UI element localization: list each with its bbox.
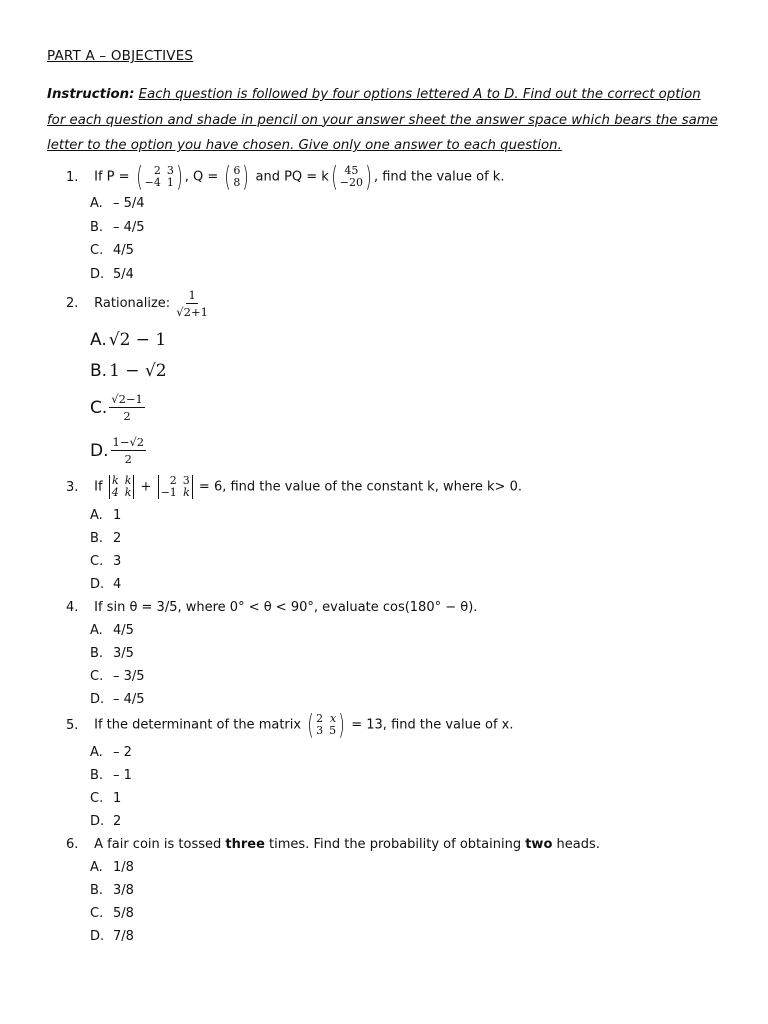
option-text: 2 — [113, 814, 122, 829]
option-letter: A. — [90, 860, 103, 875]
question-text: heads. — [556, 837, 600, 852]
option-text: 5/4 — [113, 267, 134, 282]
determinant-2 — [156, 475, 195, 499]
option-text: 4/5 — [113, 243, 134, 258]
option-letter: B. — [90, 531, 104, 546]
question-4 — [66, 600, 477, 615]
option-c — [90, 791, 121, 806]
option-text: 3/5 — [113, 646, 134, 661]
option-letter: A. — [90, 196, 103, 211]
option-text: 4/5 — [113, 623, 134, 638]
question-6 — [66, 837, 600, 852]
matrix-cell: 3 — [182, 474, 190, 487]
option-d — [90, 577, 121, 592]
fraction-denominator: 2 — [123, 409, 131, 423]
option-text: 1/8 — [113, 860, 134, 875]
option-c — [90, 554, 121, 569]
option-a — [90, 508, 121, 523]
matrix-cell: 2 — [153, 164, 161, 177]
option-b — [90, 220, 145, 235]
option-letter: B. — [90, 361, 108, 381]
question-text: , Q = — [184, 169, 219, 185]
option-text: – 3/5 — [113, 669, 145, 684]
question-number: 3. — [66, 479, 79, 495]
option-text: – 1 — [113, 768, 132, 783]
option-d — [90, 267, 134, 282]
option-text: 2 — [113, 531, 122, 546]
option-text: 1 — [113, 508, 122, 523]
option-letter: C. — [90, 397, 108, 418]
option-a — [90, 330, 166, 350]
question-number: 2. — [66, 296, 79, 311]
option-text: 3/8 — [113, 883, 134, 898]
option-letter: D. — [90, 440, 109, 461]
option-d — [90, 929, 134, 944]
option-letter: C. — [90, 243, 104, 258]
part-title: PART A – OBJECTIVES — [47, 48, 194, 64]
matrix-cell: 1 — [166, 176, 174, 189]
question-number: 4. — [66, 600, 79, 615]
matrix-cell: 2 — [169, 474, 177, 487]
question-text: Rationalize: — [94, 296, 171, 311]
option-letter: D. — [90, 814, 105, 829]
option-c — [90, 906, 134, 921]
fraction-numerator: √2−1 — [111, 392, 143, 406]
question-text: , find the value of k. — [373, 169, 505, 185]
option-text: 3 — [113, 554, 122, 569]
option-c — [90, 669, 145, 684]
option-b — [90, 646, 134, 661]
question-text: If P = — [94, 169, 130, 185]
instruction — [47, 82, 723, 159]
matrix-cell: −1 — [160, 486, 177, 499]
fraction — [174, 287, 210, 320]
matrix-cell: 4 — [111, 486, 119, 499]
option-a — [90, 745, 132, 760]
question-text: If the determinant of the matrix — [94, 717, 302, 733]
question-text: times. Find the probability of obtaining — [269, 837, 522, 852]
option-letter: B. — [90, 646, 104, 661]
option-letter: A. — [90, 330, 107, 350]
instruction-label: Instruction: — [47, 87, 135, 102]
matrix-cell: 3 — [166, 164, 174, 177]
matrix-cell: −20 — [339, 176, 363, 189]
fraction-numerator: 1−√2 — [112, 435, 145, 449]
option-letter: C. — [90, 906, 104, 921]
question-5 — [66, 708, 514, 741]
matrix-cell: 6 — [233, 164, 241, 177]
option-letter: B. — [90, 220, 104, 235]
option-text: – 5/4 — [113, 196, 145, 211]
matrix-cell: 3 — [316, 724, 324, 737]
option-c — [90, 243, 134, 258]
emphasis: three — [225, 837, 265, 852]
option-text: 1 — [113, 791, 122, 806]
option-letter: B. — [90, 768, 104, 783]
option-letter: D. — [90, 577, 105, 592]
option-text: – 2 — [113, 745, 132, 760]
matrix-cell: k — [124, 474, 132, 487]
option-b — [90, 361, 167, 381]
option-letter: D. — [90, 692, 105, 707]
option-letter: C. — [90, 554, 104, 569]
option-text: 7/8 — [113, 929, 134, 944]
option-d — [90, 814, 121, 829]
option-d — [90, 434, 146, 467]
matrix-pq: ( 45 −20 ) — [331, 160, 372, 193]
question-number: 5. — [66, 717, 79, 733]
fraction — [111, 434, 147, 467]
option-letter: B. — [90, 883, 104, 898]
fraction — [109, 391, 145, 424]
option-letter: A. — [90, 508, 103, 523]
question-text: = 6, find the value of the constant k, where k> 0. — [198, 479, 522, 495]
option-text: – 4/5 — [113, 692, 145, 707]
matrix-cell: 5 — [329, 724, 337, 737]
fraction-numerator: 1 — [188, 288, 196, 302]
question-text: and PQ = k — [255, 169, 329, 185]
question-number: 6. — [66, 837, 79, 852]
matrix-cell: k — [124, 486, 132, 499]
determinant-1 — [107, 475, 137, 499]
matrix-q: ( 6 8 ) — [224, 160, 250, 193]
instruction-text: Each question is followed by four options lettered A to D. Find out the correct option for each question and shade in pencil on your answer sheet the answer space which bears the same letter to the option you have chosen. Give only one answer to each question. — [47, 87, 718, 153]
option-b — [90, 883, 134, 898]
option-text: 4 — [113, 577, 122, 592]
option-text: 5/8 — [113, 906, 134, 921]
option-b — [90, 768, 132, 783]
fraction-denominator: 2 — [124, 452, 132, 466]
matrix-cell: x — [329, 712, 337, 725]
question-text: = 13, find the value of x. — [351, 717, 514, 733]
fraction-denominator: √2+1 — [176, 305, 208, 319]
matrix-cell: 2 — [316, 712, 324, 725]
option-a — [90, 623, 134, 638]
question-text: A fair coin is tossed — [94, 837, 222, 852]
question-number: 1. — [66, 169, 79, 185]
question-2 — [66, 287, 210, 320]
option-a — [90, 860, 134, 875]
option-letter: A. — [90, 745, 103, 760]
matrix-cell: 45 — [344, 164, 359, 177]
plus-sign: + — [140, 479, 152, 495]
option-b — [90, 531, 121, 546]
question-text: If — [94, 479, 103, 495]
matrix-cell: k — [183, 486, 190, 499]
option-letter: D. — [90, 267, 105, 282]
option-text: 1 − √2 — [109, 361, 167, 381]
question-1 — [66, 160, 505, 193]
matrix-cell: −4 — [144, 176, 161, 189]
question-3 — [66, 475, 522, 499]
matrix-cell: k — [112, 474, 119, 487]
matrix-cell: 8 — [233, 176, 241, 189]
option-a — [90, 196, 145, 211]
option-letter: C. — [90, 669, 104, 684]
option-letter: D. — [90, 929, 105, 944]
matrix-x: ( 2 x 3 5 ) — [307, 708, 345, 741]
option-letter: A. — [90, 623, 103, 638]
option-text: √2 − 1 — [108, 330, 167, 350]
question-text: If sin θ = 3/5, where 0° < θ < 90°, evaluate cos(180° − θ). — [94, 600, 478, 615]
option-text: – 4/5 — [113, 220, 145, 235]
option-c — [90, 391, 145, 424]
option-letter: C. — [90, 791, 104, 806]
emphasis: two — [525, 837, 553, 852]
option-d — [90, 692, 145, 707]
matrix-p: ( 2 3 −4 1 ) — [135, 160, 183, 193]
